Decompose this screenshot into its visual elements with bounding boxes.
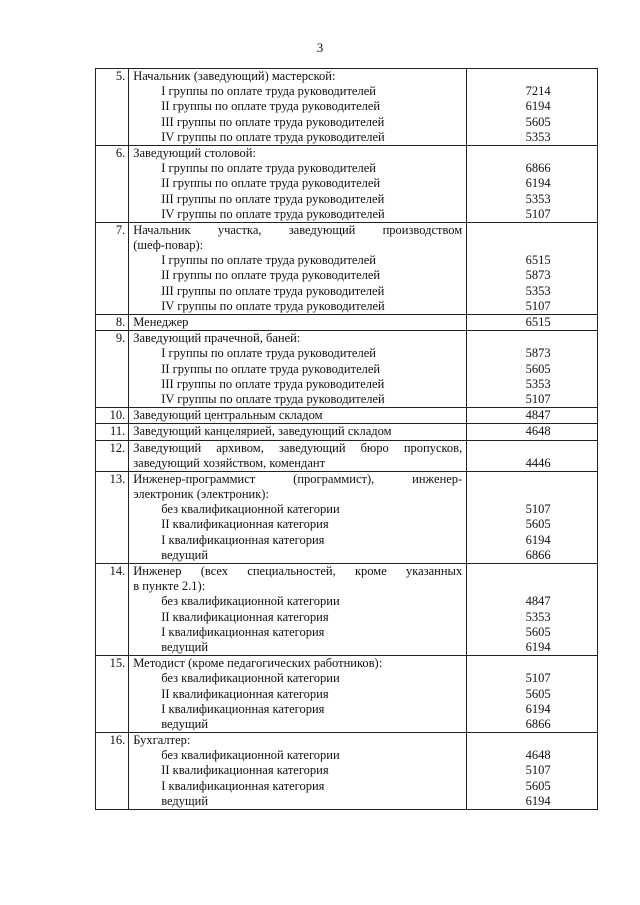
row-number: 8. — [96, 315, 129, 331]
row-number: 12. — [96, 440, 129, 471]
table-row — [96, 656, 598, 733]
salary-value: 5353 — [525, 376, 551, 391]
salary-blank — [467, 733, 597, 748]
position-cell — [129, 331, 467, 408]
table-row — [96, 315, 598, 331]
category-label: II квалификационная категория — [161, 609, 329, 624]
category-label: I квалификационная категория — [161, 701, 325, 716]
table-row — [96, 408, 598, 424]
category-label: II квалификационная категория — [161, 517, 329, 532]
salary-cell — [467, 145, 598, 222]
table-row — [96, 69, 598, 146]
category-label: ведущий — [161, 793, 209, 808]
salary-value: 6194 — [525, 176, 551, 191]
category-label: IV группы по оплате труда руководителей — [161, 129, 385, 144]
position-title: Заведующий прачечной, баней: — [133, 331, 301, 346]
table-row — [96, 733, 598, 810]
row-number: 6. — [96, 145, 129, 222]
category-label: III группы по оплате труда руководителей — [161, 283, 385, 298]
position-cell — [129, 733, 467, 810]
salary-blank — [467, 69, 597, 84]
category-label: I квалификационная категория — [161, 624, 325, 639]
table-row — [96, 331, 598, 408]
position-title: Менеджер — [133, 315, 189, 329]
category-label: I группы по оплате труда руководителей — [161, 346, 376, 361]
category-label: III группы по оплате труда руководителей — [161, 191, 385, 206]
salary-value: 5353 — [525, 609, 551, 624]
salary-value: 5873 — [525, 346, 551, 361]
salary-value: 5353 — [525, 283, 551, 298]
row-number: 11. — [96, 424, 129, 440]
page-number: 3 — [316, 40, 324, 55]
row-number: 10. — [96, 408, 129, 424]
salary-value: 5107 — [525, 763, 551, 778]
salary-cell — [467, 564, 598, 656]
position-cell — [129, 315, 467, 331]
table-row — [96, 471, 598, 563]
salary-value: 6515 — [525, 315, 551, 329]
category-label: II квалификационная категория — [161, 686, 329, 701]
salary-value: 4446 — [525, 455, 551, 470]
category-label: IV группы по оплате труда руководителей — [161, 206, 385, 221]
salary-value: 5107 — [525, 671, 551, 686]
category-label: II группы по оплате труда руководителей — [161, 99, 381, 114]
salary-table — [95, 68, 598, 810]
category-label: без квалификационной категории — [161, 671, 340, 686]
position-title: заведующий хозяйством, комендант — [133, 455, 326, 470]
category-label: без квалификационной категории — [161, 594, 340, 609]
salary-blank — [467, 223, 597, 238]
salary-cell — [467, 733, 598, 810]
category-label: ведущий — [161, 639, 209, 654]
salary-value: 6194 — [525, 701, 551, 716]
salary-cell — [467, 424, 598, 440]
salary-blank — [467, 441, 597, 456]
salary-cell — [467, 315, 598, 331]
salary-value: 5605 — [525, 624, 551, 639]
salary-value: 5353 — [525, 129, 551, 144]
category-label: I группы по оплате труда руководителей — [161, 253, 376, 268]
category-label: ведущий — [161, 716, 209, 731]
category-label: III группы по оплате труда руководителей — [161, 114, 385, 129]
salary-value: 5605 — [525, 686, 551, 701]
salary-blank — [467, 472, 597, 487]
position-title: Инженер-программист (программист), инженер- — [133, 471, 463, 486]
category-label: II группы по оплате труда руководителей — [161, 361, 381, 376]
position-cell — [129, 424, 467, 440]
position-cell — [129, 408, 467, 424]
category-label: без квалификационной категории — [161, 502, 340, 517]
category-label: без квалификационной категории — [161, 748, 340, 763]
category-label: I группы по оплате труда руководителей — [161, 161, 376, 176]
salary-blank — [467, 579, 597, 594]
salary-value: 5107 — [525, 391, 551, 406]
row-number: 7. — [96, 222, 129, 314]
position-title: Инженер (всех специальностей, кроме указанных — [133, 564, 463, 579]
salary-value: 4648 — [525, 424, 551, 439]
salary-cell — [467, 69, 598, 146]
table-row — [96, 440, 598, 471]
position-title: Заведующий столовой: — [133, 145, 256, 160]
salary-cell — [467, 440, 598, 471]
category-label: IV группы по оплате труда руководителей — [161, 298, 385, 313]
salary-value: 4847 — [525, 594, 551, 609]
position-cell — [129, 656, 467, 733]
salary-blank — [467, 238, 597, 253]
row-number: 14. — [96, 564, 129, 656]
salary-value: 6515 — [525, 253, 551, 268]
salary-value: 5107 — [525, 206, 551, 221]
salary-blank — [467, 564, 597, 579]
position-title: Начальник участка, заведующий производством — [133, 222, 463, 237]
salary-value: 6194 — [525, 99, 551, 114]
salary-cell — [467, 408, 598, 424]
position-title: (шеф-повар): — [133, 238, 204, 253]
salary-value: 5605 — [525, 778, 551, 793]
salary-blank — [467, 656, 597, 671]
position-title: Начальник (заведующий) мастерской: — [133, 69, 336, 83]
position-title: Заведующий канцелярией, заведующий складом — [133, 424, 392, 439]
salary-value: 5353 — [525, 191, 551, 206]
row-number: 9. — [96, 331, 129, 408]
salary-cell — [467, 222, 598, 314]
salary-value: 6194 — [525, 639, 551, 654]
category-label: IV группы по оплате труда руководителей — [161, 391, 385, 406]
category-label: I квалификационная категория — [161, 532, 325, 547]
row-number: 5. — [96, 69, 129, 146]
salary-value: 7214 — [525, 84, 551, 99]
position-cell — [129, 471, 467, 563]
row-number: 16. — [96, 733, 129, 810]
row-number: 13. — [96, 471, 129, 563]
table-row — [96, 145, 598, 222]
salary-cell — [467, 656, 598, 733]
category-label: II группы по оплате труда руководителей — [161, 176, 381, 191]
position-title: Заведующий центральным складом — [133, 408, 323, 423]
position-title: Методист (кроме педагогических работников): — [133, 656, 383, 671]
salary-value: 6194 — [525, 532, 551, 547]
category-label: II группы по оплате труда руководителей — [161, 268, 381, 283]
salary-blank — [467, 331, 597, 346]
salary-blank — [467, 487, 597, 502]
category-label: I группы по оплате труда руководителей — [161, 84, 376, 99]
category-label: II квалификационная категория — [161, 763, 329, 778]
salary-value: 4648 — [525, 748, 551, 763]
salary-value: 5873 — [525, 268, 551, 283]
salary-value: 6866 — [525, 547, 551, 562]
position-cell — [129, 69, 467, 146]
salary-value: 5605 — [525, 114, 551, 129]
salary-cell — [467, 331, 598, 408]
position-cell — [129, 564, 467, 656]
category-label: III группы по оплате труда руководителей — [161, 376, 385, 391]
salary-value: 5107 — [525, 502, 551, 517]
salary-value: 5605 — [525, 361, 551, 376]
table-row — [96, 424, 598, 440]
category-label: I квалификационная категория — [161, 778, 325, 793]
position-cell — [129, 145, 467, 222]
position-title: Заведующий архивом, заведующий бюро пропусков, — [133, 440, 463, 455]
row-number: 15. — [96, 656, 129, 733]
salary-value: 5605 — [525, 517, 551, 532]
salary-value: 6866 — [525, 161, 551, 176]
position-title: Бухгалтер: — [133, 733, 191, 748]
category-label: ведущий — [161, 547, 209, 562]
salary-table-body — [96, 69, 598, 810]
salary-cell — [467, 471, 598, 563]
salary-blank — [467, 146, 597, 161]
position-cell — [129, 222, 467, 314]
table-row — [96, 222, 598, 314]
position-cell — [129, 440, 467, 471]
salary-value: 5107 — [525, 298, 551, 313]
position-title: электроник (электроник): — [133, 487, 269, 502]
salary-value: 4847 — [525, 408, 551, 423]
salary-value: 6194 — [525, 793, 551, 808]
salary-value: 6866 — [525, 716, 551, 731]
table-row — [96, 564, 598, 656]
position-title: в пункте 2.1): — [133, 579, 206, 594]
